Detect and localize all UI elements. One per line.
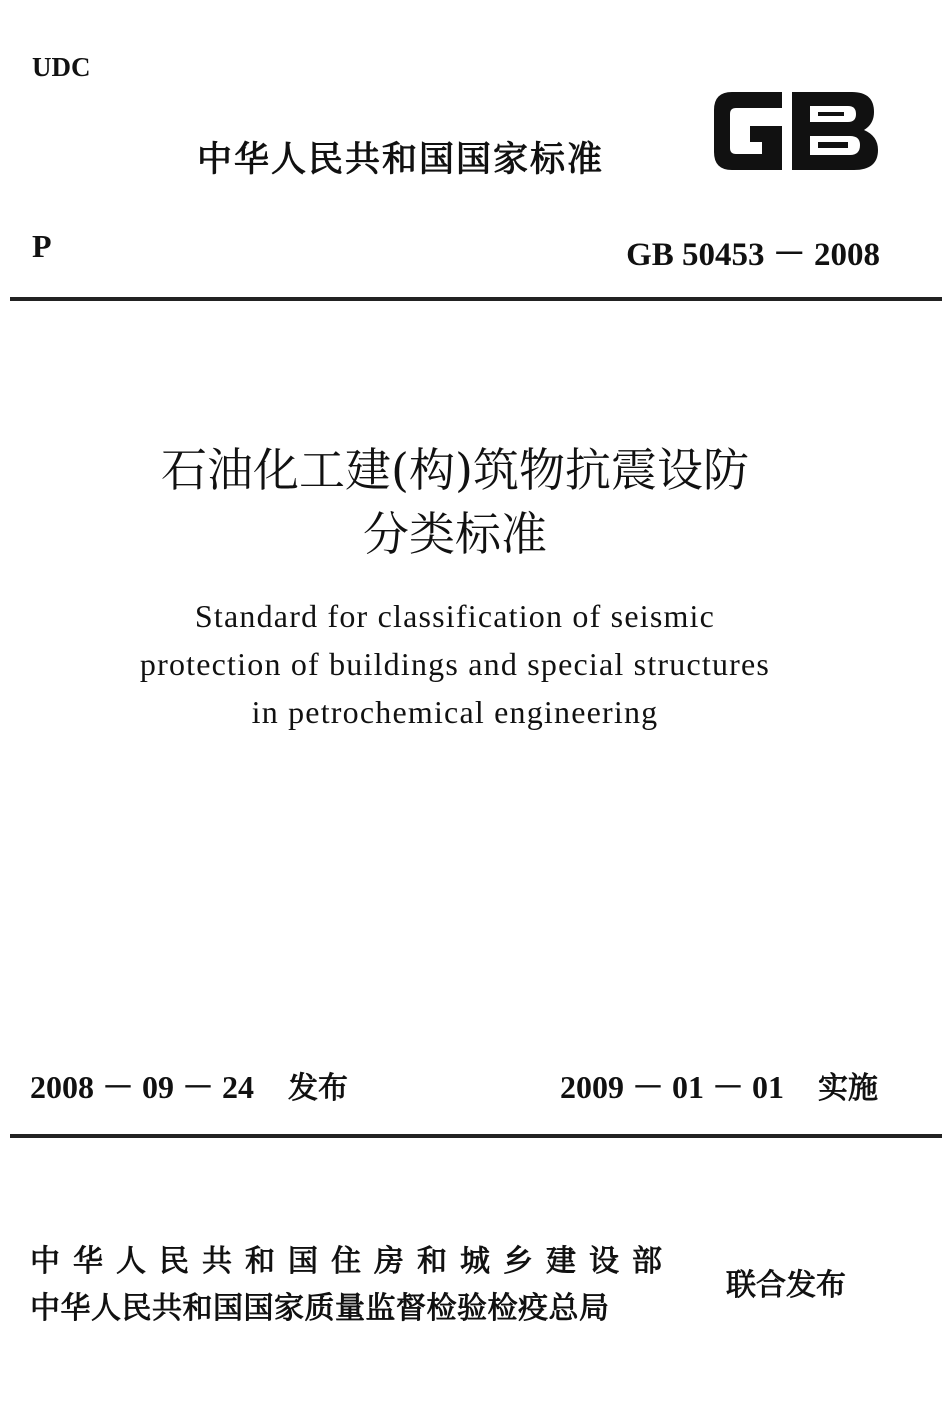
- top-divider: [10, 297, 942, 301]
- joint-issue-label: 联合发布: [726, 1268, 846, 1303]
- issue-label: 发布: [288, 1071, 349, 1106]
- english-title-line-2: protection of buildings and special structures: [139, 646, 771, 682]
- bottom-divider: [10, 1134, 942, 1138]
- english-title-line-3: in petrochemical engineering: [251, 694, 659, 730]
- implement-date-line: [560, 1062, 878, 1108]
- implement-label: 实施: [818, 1071, 878, 1106]
- national-standard-heading: 中华人民共和国国家标准: [197, 140, 605, 180]
- gb-logo-icon: [710, 86, 882, 176]
- udc-label: UDC: [32, 52, 91, 82]
- english-title-line-1: Standard for classification of seismic: [194, 598, 716, 634]
- classification-code: P: [32, 228, 52, 264]
- issue-date-line: [30, 1062, 348, 1108]
- gb-logo: [710, 86, 882, 176]
- standard-number: GB 50453 － 2008: [626, 237, 880, 273]
- chinese-title-line-1: 石油化工建(构)筑物抗震设防: [161, 443, 749, 497]
- implement-date: 2009 － 01 － 01: [559, 1069, 784, 1105]
- chinese-title-line-2: 分类标准: [363, 507, 547, 561]
- issuer-ministry: 中华人民共和国住房和城乡建设部: [30, 1244, 675, 1279]
- issue-date: 2008 － 09 － 24: [30, 1069, 255, 1105]
- english-title: [0, 592, 910, 736]
- chinese-title: [0, 438, 910, 566]
- issuer-aqsiq: 中华人民共和国国家质量监督检验检疫总局: [30, 1291, 610, 1326]
